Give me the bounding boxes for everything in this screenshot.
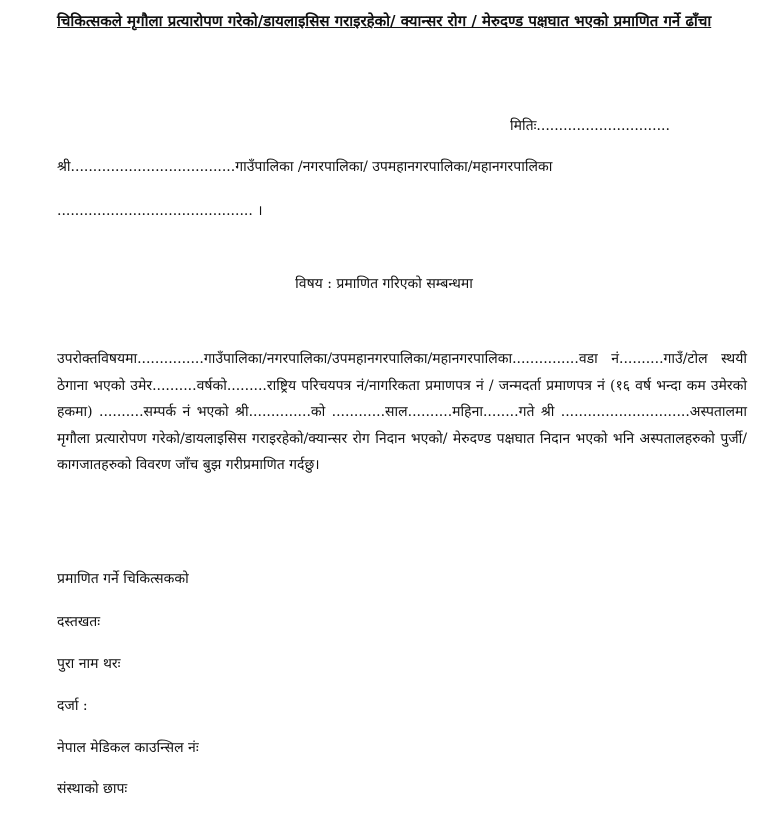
recipient-line: श्री.....................................गाउँपालिका /नगरपालिका/ उपमहानगरपालिका/महानगरपालिका bbox=[57, 159, 553, 175]
council-number-field: नेपाल मेडिकल काउन्सिल नंः bbox=[57, 740, 199, 756]
form-heading: चिकित्सकले मृगौला प्रत्यारोपण गरेको/डायलाइसिस गराइरहेको/ क्यान्सर रोग / मेरुदण्ड पक्षघात भएको प्रमाणित गर्ने ढाँचा bbox=[57, 12, 712, 30]
recipient-line-continued: ............................................ । bbox=[57, 203, 263, 219]
rank-field: दर्जा : bbox=[57, 698, 88, 714]
signature-title: प्रमाणित गर्ने चिकित्सकको bbox=[57, 571, 189, 587]
signature-field: दस्तखतः bbox=[57, 614, 101, 630]
body-paragraph: उपरोक्तविषयमा...............गाउँपालिका/नगरपालिका/उपमहानगरपालिका/महानगरपालिका...............वडा नं..........गाउँ/टोल स्थयी ठेगाना भएको उमेर..........वर्षको.........राष्ट्रिय परिचयपत्र नं/नागरिकता प्रमाणपत्र नं / जन्मदर्ता प्रमाणपत्र नं (१६ वर्ष भन्दा कम उमेरको हकमा) ..........सम्पर्क नं भएको श्री..............को ............साल..........महिना........गते श्री .............................अस्पतालमा मृगौला प्रत्यारोपण गरेको/डायलाइसिस गराइरहेको/क्यान्सर रोग निदान भएको/ मेरुदण्ड पक्षघात निदान भएको भनि अस्पतालहरुको पुर्जी/ कागजातहरुको विवरण जाँच बुझ गरीप्रमाणित गर्दछु। bbox=[57, 351, 747, 473]
institution-stamp-field: संस्थाको छापः bbox=[57, 781, 128, 797]
full-name-field: पुरा नाम थरः bbox=[57, 656, 121, 672]
subject-line: विषय : प्रमाणित गरिएको सम्बन्धमा bbox=[295, 276, 473, 292]
date-line: मितिः.............................. bbox=[510, 118, 670, 134]
